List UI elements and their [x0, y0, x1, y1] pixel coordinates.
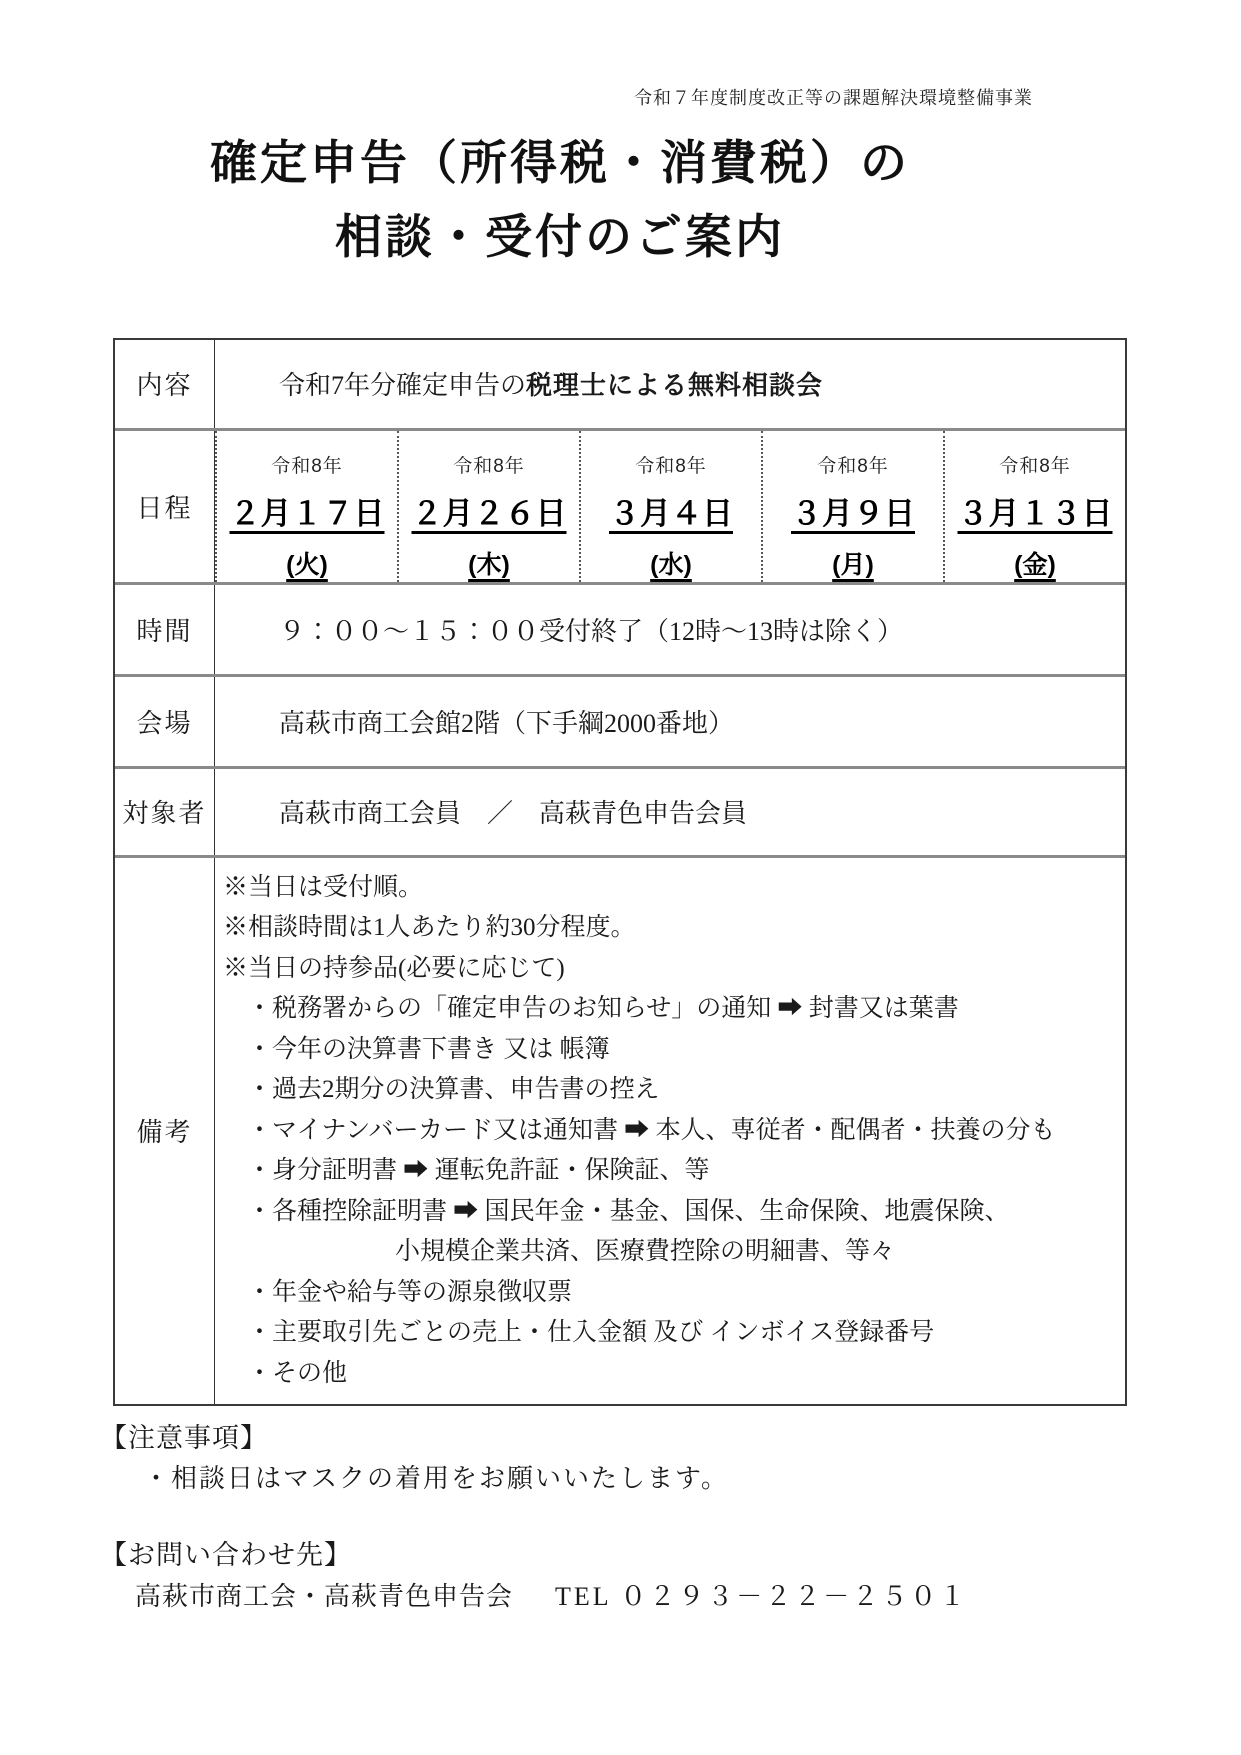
row-value-target: 高萩市商工会員 ／ 高萩青色申告会員 — [279, 799, 748, 828]
contact-line — [135, 1576, 968, 1613]
session-weekday: (水) — [650, 550, 692, 579]
schedule-session — [215, 431, 397, 582]
note-line: ・マイナンバーカード又は通知書 ➡ 本人、専従者・配偶者・扶養の分も — [247, 1116, 1056, 1144]
row-value-content — [215, 340, 1125, 428]
session-weekday: (金) — [1014, 550, 1056, 579]
note-line: ※当日は受付順。 — [223, 873, 424, 901]
note-line: ・各種控除証明書 ➡ 国民年金・基金、国保、生命保険、地震保険、 — [247, 1197, 1010, 1225]
document-title-line1: 確定申告（所得税・消費税）の — [210, 136, 910, 189]
table-row-time — [115, 582, 1125, 674]
note-line: ・その他 — [247, 1359, 348, 1387]
row-label-schedule: 日程 — [115, 431, 215, 582]
info-table — [113, 338, 1127, 1406]
caution-heading: 【注意事項】 — [100, 1423, 268, 1453]
contact-tel: TEL ０２９３－２２－２５０１ — [555, 1582, 969, 1611]
schedule-session — [943, 431, 1125, 582]
session-era: 令和8年 — [635, 455, 707, 477]
row-label-notes: 備考 — [115, 858, 215, 1405]
row-value-time: ９：００～１５：００受付終了（12時～13時は除く） — [279, 616, 904, 646]
note-line: 小規模企業共済、医療費控除の明細書、等々 — [395, 1238, 896, 1265]
note-line: ※当日の持参品(必要に応じて) — [223, 954, 565, 982]
row-value-venue: 高萩市商工会館2階（下手綱2000番地） — [279, 708, 735, 738]
schedule-session — [579, 431, 761, 582]
content-text-bold: 税理士による無料相談会 — [526, 370, 824, 401]
session-era: 令和8年 — [271, 455, 343, 477]
contact-name: 高萩市商工会・高萩青色申告会 — [135, 1582, 514, 1611]
note-line: ・年金や給与等の源泉徴収票 — [247, 1278, 573, 1306]
contact-heading: 【お問い合わせ先】 — [100, 1540, 352, 1570]
session-era: 令和8年 — [999, 455, 1071, 477]
session-date: ２月２６日 — [411, 495, 567, 531]
row-label-content: 内容 — [115, 340, 215, 428]
note-line: ・主要取引先ごとの売上・仕入金額 及び インボイス登録番号 — [247, 1319, 935, 1346]
note-line: ・税務署からの「確定申告のお知らせ」の通知 ➡ 封書又は葉書 — [247, 995, 959, 1022]
notes-list — [215, 858, 1125, 1405]
row-label-target: 対象者 — [115, 769, 215, 855]
project-note: 令和７年度制度改正等の課題解決環境整備事業 — [634, 88, 1033, 108]
row-label-time: 時間 — [115, 585, 215, 674]
table-row-target — [115, 766, 1125, 855]
session-date: ３月４日 — [609, 495, 733, 531]
session-era: 令和8年 — [453, 455, 525, 477]
table-row-venue — [115, 674, 1125, 766]
session-date: ３月９日 — [791, 495, 915, 531]
session-weekday: (月) — [832, 550, 874, 579]
document-title — [0, 126, 1120, 274]
session-weekday: (火) — [286, 550, 328, 579]
note-line: ・今年の決算書下書き 又は 帳簿 — [247, 1035, 610, 1063]
session-date: ３月１３日 — [957, 495, 1113, 531]
table-row-notes — [115, 855, 1125, 1405]
note-line: ・身分証明書 ➡ 運転免許証・保険証、等 — [247, 1157, 710, 1184]
note-line: ・過去2期分の決算書、申告書の控え — [247, 1076, 660, 1103]
session-date: ２月１７日 — [229, 495, 385, 531]
row-label-venue: 会場 — [115, 677, 215, 766]
schedule-session — [761, 431, 943, 582]
caution-item: ・相談日はマスクの着用をお願いいたします。 — [143, 1464, 729, 1493]
table-row-schedule — [115, 428, 1125, 582]
session-weekday: (木) — [468, 550, 510, 579]
table-row-content — [115, 340, 1125, 428]
note-line: ※相談時間は1人あたり約30分程度。 — [223, 914, 636, 941]
schedule-sessions — [215, 431, 1125, 582]
session-era: 令和8年 — [817, 455, 889, 477]
schedule-session — [397, 431, 579, 582]
document-title-line2: 相談・受付のご案内 — [335, 210, 785, 263]
content-text-normal: 令和7年分確定申告の — [279, 371, 527, 401]
